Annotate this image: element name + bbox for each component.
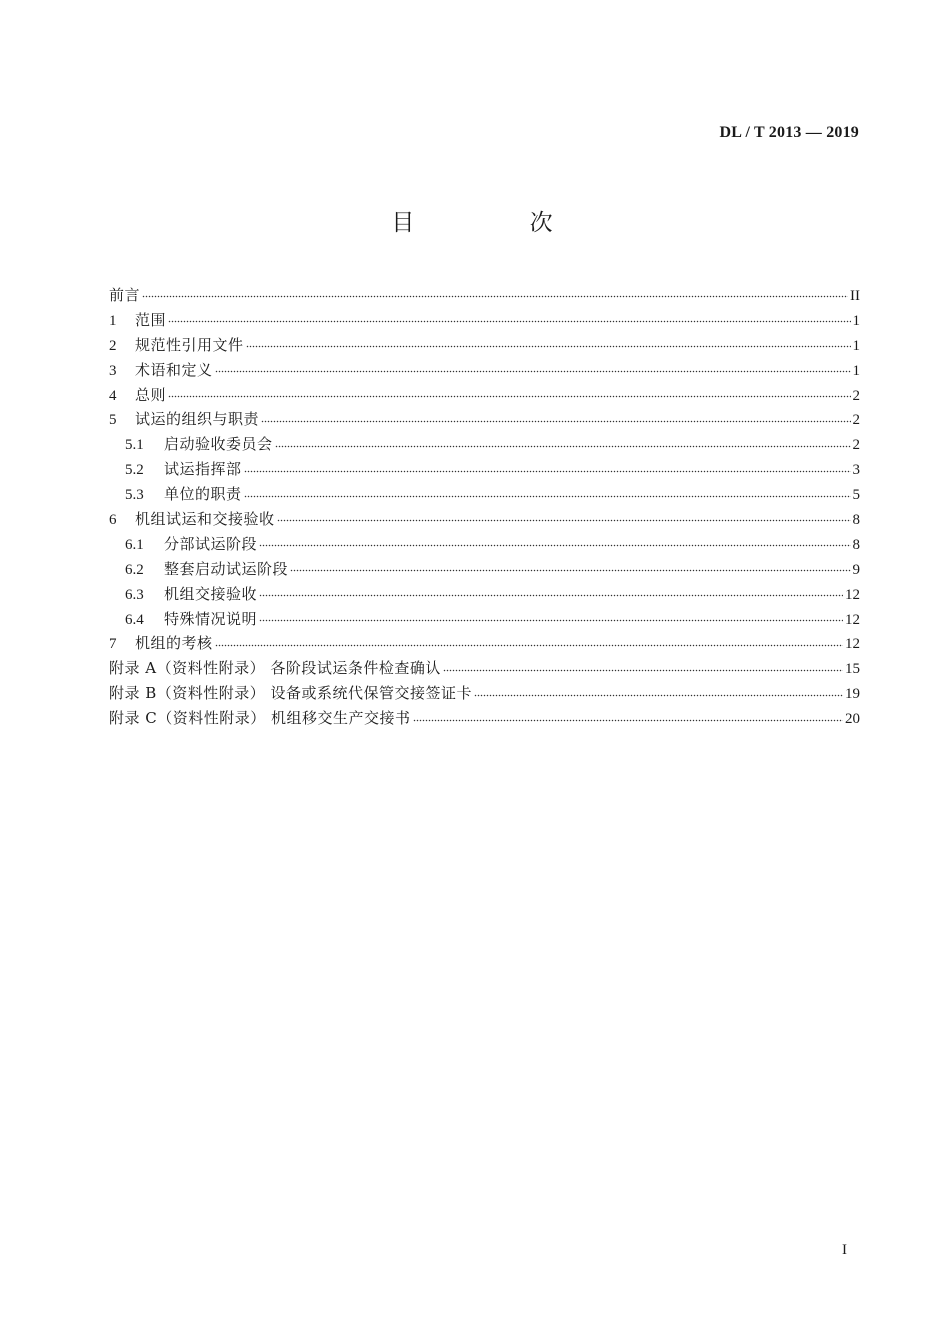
toc-entry[interactable] xyxy=(109,283,860,308)
page-title: 目 次 xyxy=(391,210,607,236)
toc-entry-page: 1 xyxy=(852,312,860,329)
toc-entry-page: 8 xyxy=(852,512,860,529)
toc-entry-label: 特殊情况说明 xyxy=(164,609,258,628)
toc-entry-page: 12 xyxy=(845,611,860,628)
page-number: I xyxy=(842,1242,847,1258)
dot-leader xyxy=(215,365,851,375)
toc-entry-label: 机组试运和交接验收 xyxy=(135,510,275,529)
toc-entry-label: 机组的考核 xyxy=(135,634,213,653)
toc-entry-label: 机组交接验收 xyxy=(164,584,258,603)
toc-entry[interactable] xyxy=(109,507,860,532)
standard-code: DL / T 2013 — 2019 xyxy=(719,124,859,141)
dot-leader xyxy=(244,465,851,475)
toc-entry-number: 3 xyxy=(109,362,117,379)
toc-entry-page: II xyxy=(850,288,860,304)
toc-entry-label: 分部试运阶段 xyxy=(164,534,258,553)
toc-entry-number: 2 xyxy=(109,337,117,354)
toc-entry[interactable] xyxy=(109,557,860,582)
table-of-contents xyxy=(109,283,860,731)
toc-entry[interactable] xyxy=(109,656,860,681)
toc-entry-number: 4 xyxy=(109,387,117,404)
toc-entry-page: 8 xyxy=(852,536,860,553)
toc-entry-label: 附录 C（资料性附录） 机组移交生产交接书 xyxy=(109,709,411,728)
toc-entry-page: 1 xyxy=(852,337,860,354)
toc-entry-page: 12 xyxy=(845,636,860,653)
toc-entry-number: 6.4 xyxy=(125,611,144,628)
toc-entry-number: 1 xyxy=(109,312,117,329)
dot-leader xyxy=(244,490,851,500)
dot-leader xyxy=(259,614,843,624)
toc-entry-page: 2 xyxy=(852,437,860,454)
dot-leader xyxy=(474,689,843,699)
toc-entry-number: 6.3 xyxy=(125,586,144,603)
dot-leader xyxy=(443,664,843,674)
dot-leader xyxy=(168,390,850,400)
toc-entry-label: 范围 xyxy=(135,310,167,329)
toc-entry-page: 1 xyxy=(852,362,860,379)
toc-entry-page: 2 xyxy=(852,387,860,404)
toc-entry-label: 总则 xyxy=(135,385,167,404)
dot-leader xyxy=(259,589,843,599)
toc-entry-number: 6.1 xyxy=(125,536,144,553)
toc-entry[interactable] xyxy=(109,706,860,731)
toc-entry[interactable] xyxy=(109,407,860,432)
toc-entry[interactable] xyxy=(109,631,860,656)
dot-leader xyxy=(277,514,851,524)
toc-entry-number: 7 xyxy=(109,636,117,653)
dot-leader xyxy=(275,440,851,450)
dot-leader xyxy=(413,714,843,724)
toc-entry[interactable] xyxy=(109,607,860,632)
dot-leader xyxy=(290,564,850,574)
toc-entry-number: 6 xyxy=(109,512,117,529)
toc-entry-page: 19 xyxy=(845,686,860,703)
toc-entry-number: 5.3 xyxy=(125,487,144,504)
toc-entry[interactable] xyxy=(109,333,860,358)
toc-entry-label: 术语和定义 xyxy=(135,360,213,379)
dot-leader xyxy=(142,290,848,300)
toc-entry-label: 整套启动试运阶段 xyxy=(164,559,289,578)
toc-entry-label: 附录 B（资料性附录） 设备或系统代保管交接签证卡 xyxy=(109,684,473,703)
dot-leader xyxy=(168,315,850,325)
toc-entry-label: 规范性引用文件 xyxy=(135,335,244,354)
toc-entry[interactable] xyxy=(109,358,860,383)
toc-entry[interactable] xyxy=(109,383,860,408)
dot-leader xyxy=(261,415,850,425)
toc-entry[interactable] xyxy=(109,582,860,607)
toc-entry-page: 3 xyxy=(852,462,860,479)
toc-entry-label: 前言 xyxy=(109,286,141,304)
dot-leader xyxy=(215,639,843,649)
toc-entry-page: 15 xyxy=(845,661,860,678)
toc-entry-page: 20 xyxy=(845,711,860,728)
dot-leader xyxy=(246,340,851,350)
toc-entry-label: 试运的组织与职责 xyxy=(135,410,260,429)
toc-entry-number: 5.2 xyxy=(125,462,144,479)
toc-entry[interactable] xyxy=(109,532,860,557)
toc-entry-label: 试运指挥部 xyxy=(164,460,242,479)
toc-entry[interactable] xyxy=(109,482,860,507)
dot-leader xyxy=(259,539,850,549)
toc-entry[interactable] xyxy=(109,681,860,706)
toc-entry-label: 附录 A（资料性附录） 各阶段试运条件检查确认 xyxy=(109,659,441,678)
toc-entry-page: 5 xyxy=(852,487,860,504)
toc-entry-number: 6.2 xyxy=(125,561,144,578)
toc-entry-label: 启动验收委员会 xyxy=(164,435,273,454)
toc-entry-page: 2 xyxy=(852,412,860,429)
toc-entry[interactable] xyxy=(109,308,860,333)
toc-entry[interactable] xyxy=(109,457,860,482)
toc-entry-label: 单位的职责 xyxy=(164,485,242,504)
toc-entry[interactable] xyxy=(109,432,860,457)
toc-entry-page: 9 xyxy=(852,561,860,578)
toc-entry-number: 5.1 xyxy=(125,437,144,454)
toc-entry-page: 12 xyxy=(845,586,860,603)
toc-entry-number: 5 xyxy=(109,412,117,429)
